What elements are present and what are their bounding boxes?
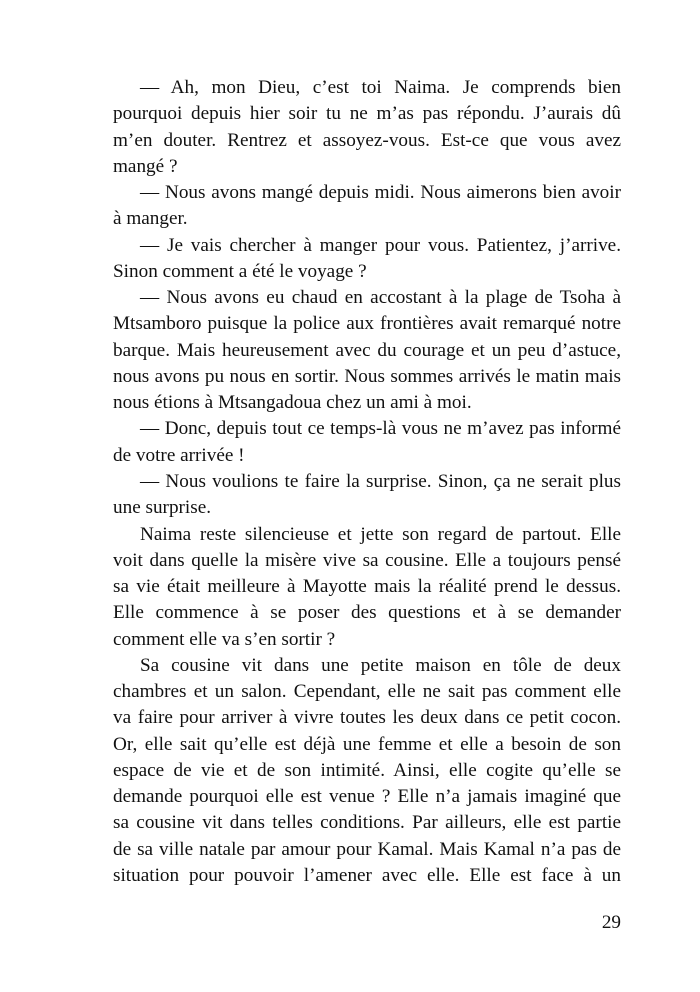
text-line: demande pourquoi elle est venue ? Elle n’a jamais imaginé que [113, 786, 621, 808]
text-line: Elle commence à se poser des questions et à se demander [113, 602, 621, 624]
text-line: — Nous voulions te faire la surprise. Sinon, ça ne serait plus [140, 470, 621, 492]
text-line: barque. Mais heureusement avec du courage et un peu d’astuce, [113, 339, 621, 361]
text-line: voit dans quelle la misère vive sa cousine. Elle a toujours pensé [113, 549, 621, 571]
text-line: de votre arrivée ! [113, 444, 245, 466]
text-line: Mtsamboro puisque la police aux frontières avait remarqué notre [113, 313, 621, 335]
text-line: nous avons pu nous en sortir. Nous sommes arrivés le matin mais [113, 365, 621, 387]
text-line: mangé ? [113, 155, 178, 177]
text-line: — Je vais chercher à manger pour vous. Patientez, j’arrive. [140, 234, 621, 256]
text-line: Sa cousine vit dans une petite maison en tôle de deux [140, 654, 621, 676]
text-line: chambres et un salon. Cependant, elle ne sait pas comment elle [113, 681, 621, 703]
text-line: sa cousine vit dans telles conditions. Par ailleurs, elle est partie [113, 812, 621, 834]
text-line: nous étions à Mtsangadoua chez un ami à moi. [113, 392, 472, 414]
text-line: Sinon comment a été le voyage ? [113, 260, 367, 282]
text-line: de sa ville natale par amour pour Kamal. Mais Kamal n’a pas de [113, 838, 621, 860]
text-line: Naima reste silencieuse et jette son regard de partout. Elle [140, 523, 621, 545]
text-line: espace de vie et de son intimité. Ainsi, elle cogite qu’elle se [113, 759, 621, 781]
text-line: — Nous avons mangé depuis midi. Nous aimerons bien avoir [140, 182, 621, 204]
text-line: pourquoi depuis hier soir tu ne m’as pas répondu. J’aurais dû [113, 103, 621, 125]
text-line: à manger. [113, 208, 188, 230]
text-line: une surprise. [113, 497, 212, 519]
text-line: sa vie était meilleure à Mayotte mais la réalité prend le dessus. [113, 576, 621, 598]
text-line: — Nous avons eu chaud en accostant à la plage de Tsoha à [140, 287, 621, 309]
text-line: va faire pour arriver à vivre toutes les deux dans ce petit cocon. [113, 707, 621, 729]
text-line: — Donc, depuis tout ce temps-là vous ne m’avez pas informé [140, 418, 621, 440]
text-line: comment elle va s’en sortir ? [113, 628, 336, 650]
text-line: m’en douter. Rentrez et assoyez-vous. Est-ce que vous avez [113, 129, 621, 151]
text-line: Or, elle sait qu’elle est déjà une femme et elle a besoin de son [113, 733, 621, 755]
page-number: 29 [601, 912, 621, 933]
page-body-text [113, 75, 621, 889]
text-line: situation pour pouvoir l’amener avec elle. Elle est face à un [113, 864, 621, 886]
text-line: — Ah, mon Dieu, c’est toi Naima. Je comprends bien [140, 77, 621, 98]
